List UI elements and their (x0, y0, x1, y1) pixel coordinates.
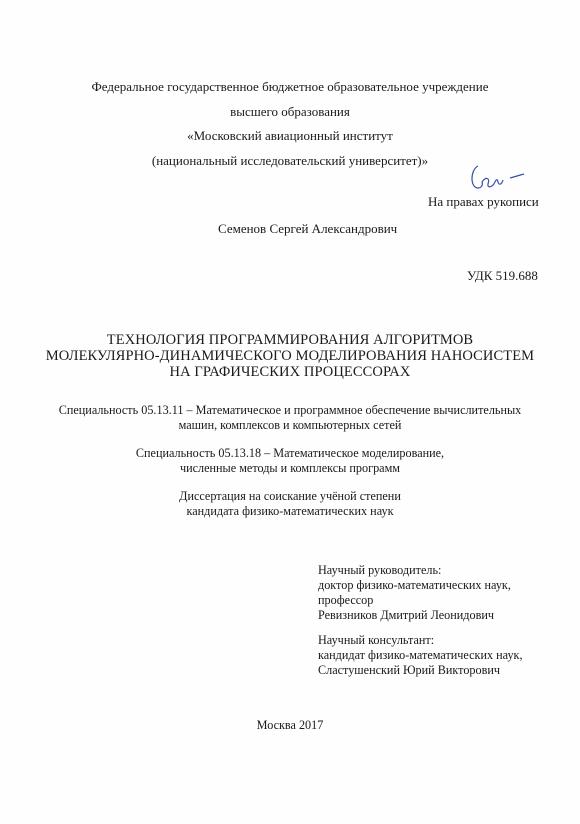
institution-line-4: (национальный исследовательский университет)» (151, 153, 429, 168)
supervisor-label: Научный руководитель: (318, 563, 442, 577)
specialty-2-line-2: численные методы и комплексы программ (179, 461, 401, 475)
supervisor-name: Ревизников Дмитрий Леонидович (318, 608, 494, 622)
institution-line-1: Федеральное государственное бюджетное образовательное учреждение (91, 79, 489, 94)
supervisor-degree: доктор физико-математических наук, (318, 578, 511, 592)
author-name: Семенов Сергей Александрович (218, 221, 398, 236)
specialty-1-line-2: машин, комплексов и компьютерных сетей (178, 418, 402, 432)
title-line-3: НА ГРАФИЧЕСКИХ ПРОЦЕССОРАХ (169, 364, 411, 380)
udk-code: УДК 519.688 (467, 268, 538, 283)
footer-city-year: Москва 2017 (256, 718, 324, 732)
consultant-degree: кандидат физико-математических наук, (318, 648, 523, 662)
consultant-label: Научный консультант: (318, 633, 435, 647)
institution-line-2: высшего образования (230, 104, 350, 119)
consultant-name: Сластушенский Юрий Викторович (318, 663, 501, 677)
title-line-1: ТЕХНОЛОГИЯ ПРОГРАММИРОВАНИЯ АЛГОРИТМОВ (106, 332, 474, 348)
title-line-2: МОЛЕКУЛЯРНО-ДИНАМИЧЕСКОГО МОДЕЛИРОВАНИЯ НАНОСИСТЕМ (45, 348, 535, 364)
manuscript-rights: На правах рукописи (428, 194, 539, 209)
signature (468, 158, 528, 198)
institution-line-3: «Московский авиационный институт (187, 128, 393, 143)
dissertation-line-1: Диссертация на соискание учёной степени (179, 489, 401, 503)
dissertation-line-2: кандидата физико-математических наук (186, 504, 394, 518)
specialty-2-line-1: Специальность 05.13.18 – Математическое моделирование, (135, 446, 445, 460)
supervisor-title: профессор (318, 593, 374, 607)
specialty-1-line-1: Специальность 05.13.11 – Математическое и программное обеспечение вычислительных (58, 403, 522, 417)
